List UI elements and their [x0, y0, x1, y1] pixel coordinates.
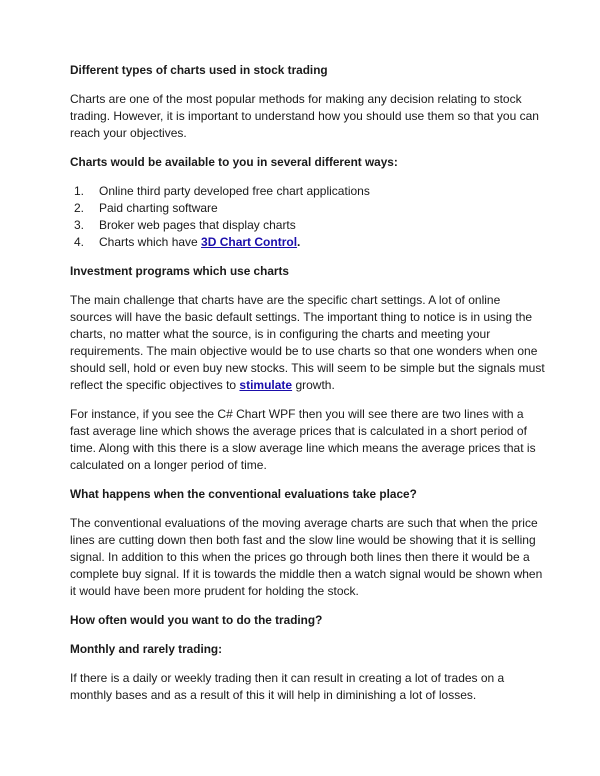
list-number: 1. — [73, 184, 84, 198]
heading-availability: Charts would be available to you in several different ways: — [70, 155, 398, 169]
intro-paragraph: Charts are one of the most popular methods for making any decision relating to stock trading. However, it is important to understand how you should use them so that you can reach your objectives. — [70, 92, 539, 140]
wpf-paragraph: For instance, if you see the C# Chart WPF then you will see there are two lines with a fast average line which shows the average prices that is calculated in a short period of time. Along with this there is a slow average line which means the average prices that is calculated on a longer period of time. — [70, 407, 536, 472]
list-number: 4. — [73, 235, 84, 249]
availability-list — [70, 183, 545, 251]
evaluations-paragraph: The conventional evaluations of the moving average charts are such that when the price lines are cutting down then both fast and the slow line would be showing that it is selling signal. In addition to this when the prices go through both lines then there it would be a complete buy signal. If it is towards the middle then a watch signal would be shown when it would have been more prudent for holding the stock. — [70, 516, 543, 598]
list-item — [70, 183, 545, 200]
stimulate-link[interactable]: stimulate — [239, 378, 293, 392]
list-text: Broker web pages that display charts — [99, 218, 296, 232]
list-number: 2. — [73, 201, 84, 215]
list-number: 3. — [73, 218, 84, 232]
heading-monthly-trading: Monthly and rarely trading: — [70, 642, 223, 656]
document-page — [70, 62, 545, 716]
heading-chart-types: Different types of charts used in stock trading — [70, 63, 328, 77]
list-item — [70, 234, 545, 251]
list-text: Paid charting software — [99, 201, 218, 215]
list-item — [70, 217, 545, 234]
heading-investment-programs: Investment programs which use charts — [70, 264, 289, 278]
list-text-suffix: . — [297, 235, 301, 249]
heading-conventional-evaluations: What happens when the conventional evaluations take place? — [70, 487, 417, 501]
settings-paragraph-text: The main challenge that charts have are the specific chart settings. A lot of online sources will have the basic default settings. The important thing to notice is in using the charts, no matter what the source, is in configuring the charts and meeting your requirements. The main objective would be to use charts so that one wonders when one should sell, hold or even buy new stocks. This will seem to be simple but the signals must reflect the specific objectives to — [70, 293, 545, 392]
3d-chart-control-link[interactable]: 3D Chart Control — [201, 235, 298, 249]
settings-paragraph-end: growth. — [292, 378, 335, 392]
list-text-prefix: Charts which have — [99, 235, 202, 249]
list-item — [70, 200, 545, 217]
heading-trading-frequency: How often would you want to do the trading? — [70, 613, 323, 627]
settings-paragraph — [70, 292, 545, 394]
list-text: Online third party developed free chart applications — [99, 184, 370, 198]
list-text — [99, 235, 300, 249]
monthly-trading-paragraph: If there is a daily or weekly trading then it can result in creating a lot of trades on a monthly bases and as a result of this it will help in diminishing a lot of losses. — [70, 671, 505, 702]
